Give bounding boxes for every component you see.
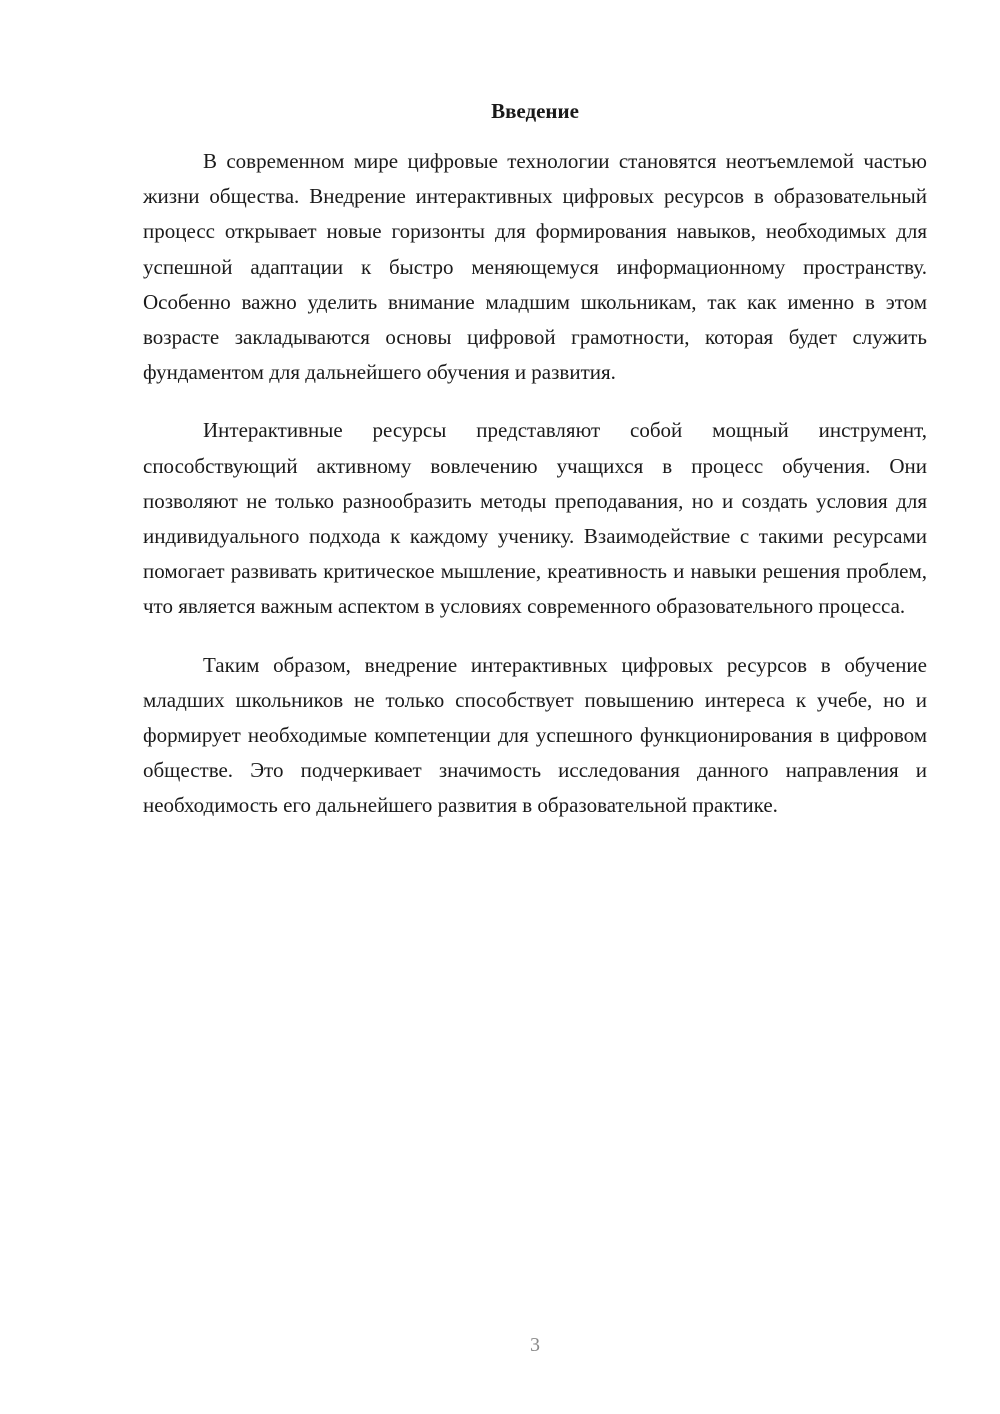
- paragraph-1: В современном мире цифровые технологии становятся неотъемлемой частью жизни общества. Внедрение интерактивных цифровых ресурсов в образовательный процесс открывает новые горизонты для формирования навыков, необходимых для успешной адаптации к быстро меняющемуся информационному пространству. Особенно важно уделить внимание младшим школьникам, так как именно в этом возрасте закладываются основы цифровой грамотности, которая будет служить фундаментом для дальнейшего обучения и развития.: [143, 149, 927, 385]
- paragraph-2: Интерактивные ресурсы представляют собой мощный инструмент, способствующий активному вовлечению учащихся в процесс обучения. Они позволяют не только разнообразить методы преподавания, но и создать условия для индивидуального подхода к каждому ученику. Взаимодействие с такими ресурсами помогает развивать критическое мышление, креативность и навыки решения проблем, что является важным аспектом в условиях современного образовательного процесса.: [143, 418, 927, 619]
- page-title: Введение: [491, 99, 579, 123]
- page-number: 3: [530, 1334, 540, 1356]
- document-body: [143, 144, 927, 847]
- paragraph-3: Таким образом, внедрение интерактивных цифровых ресурсов в обучение младших школьников не только способствует повышению интереса к учебе, но и формирует необходимые компетенции для успешного функционирования в цифровом обществе. Это подчеркивает значимость исследования данного направления и необходимость его дальнейшего развития в образовательной практике.: [143, 652, 927, 818]
